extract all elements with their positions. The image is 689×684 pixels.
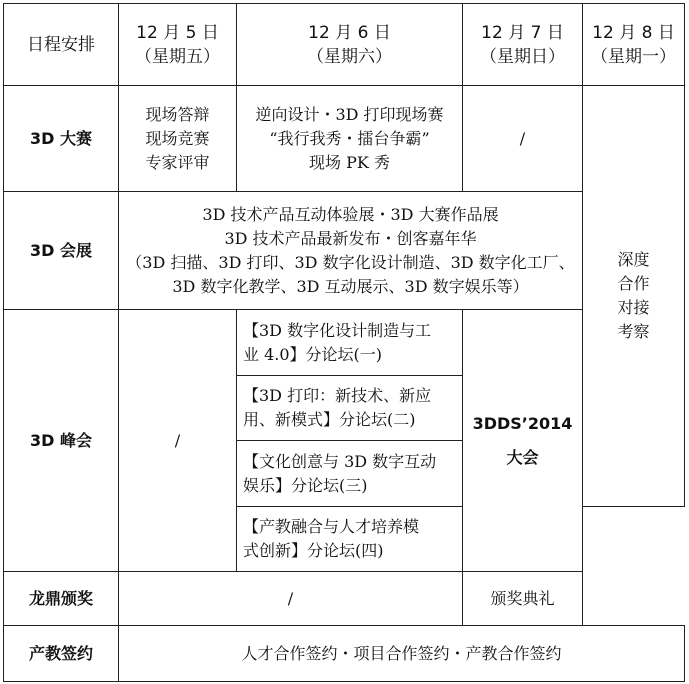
cell-line: 【文化创意与 3D 数字互动 [243,451,437,471]
cell-line: 娱乐】分论坛(三) [243,475,368,495]
cell-line: 合作 [617,274,650,293]
contest-dec7-cell [463,86,583,192]
day-header-dec7 [463,4,583,86]
header-row [4,4,685,86]
day-header-dec5 [119,4,237,86]
summit-row [4,310,685,376]
empty-slash: / [519,128,526,148]
award-row [4,572,685,626]
forum-2-cell [237,376,463,441]
cell-text: 人才合作签约・项目合作签约・产教合作签约 [241,643,562,663]
dec8-cell [583,86,685,507]
day-weekday: （星期一） [591,46,676,67]
cell-line: 3D 数字化教学、3D 互动展示、3D 数字娱乐等） [172,276,529,296]
row-label-summit [4,310,119,572]
summit-dec7-cell [463,310,583,572]
cell-line: 业 4.0】分论坛(一) [243,344,383,364]
cell-line: 用、新模式】分论坛(二) [243,410,416,429]
schedule-label-cell [4,4,119,86]
forum-1-cell [237,310,463,376]
cell-line: 现场 PK 秀 [309,152,390,172]
cell-line: 式创新】分论坛(四) [243,541,384,560]
cell-line: 逆向设计・3D 打印现场赛 [255,104,444,124]
award-dec5-6-cell [119,572,463,626]
row-label: 龙鼎颁奖 [28,588,93,608]
expo-row [4,192,685,310]
cell-line: 3D 技术产品最新发布・创客嘉年华 [224,228,477,248]
cell-line: 【3D 打印：新技术、新应 [243,386,432,405]
cell-line: 现场答辩 [145,104,210,124]
cell-line: 考察 [617,322,650,341]
day-weekday: （星期日） [480,46,565,67]
cell-line: 对接 [617,298,650,317]
award-dec7-cell [463,572,583,626]
forum-4-cell [237,507,463,572]
cell-line: 【产教融合与人才培养模 [243,517,420,536]
row-label-contest [4,86,119,192]
row-label-signing [4,626,119,682]
day-weekday: （星期五） [135,46,220,67]
day-weekday: （星期六） [307,46,392,67]
cell-line: 3DDS’2014 [472,413,573,433]
day-date: 12 月 6 日 [308,22,391,43]
row-label: 3D 峰会 [30,430,92,450]
contest-dec5-cell [119,86,237,192]
signing-content-cell [119,626,685,682]
cell-line: 深度 [617,250,650,269]
empty-slash: / [287,588,294,608]
cell-line: 专家评审 [145,152,210,172]
signing-row [4,626,685,682]
contest-row [4,86,685,192]
row-label-expo [4,192,119,310]
row-label: 产教签约 [28,643,93,663]
schedule-label: 日程安排 [27,34,95,55]
empty-slash: / [174,430,181,450]
cell-line: 3D 技术产品互动体验展・3D 大赛作品展 [202,204,499,224]
schedule-table [3,3,685,682]
cell-line: “我行我秀・擂台争霸” [269,128,430,148]
summit-dec5-cell [119,310,237,572]
day-date: 12 月 7 日 [481,22,564,43]
cell-text: 颁奖典礼 [490,588,555,608]
row-label: 3D 大赛 [30,128,92,148]
day-header-dec6 [237,4,463,86]
cell-line: 【3D 数字化设计制造与工 [243,320,432,340]
day-header-dec8 [583,4,685,86]
expo-content-cell [119,192,583,310]
day-date: 12 月 8 日 [592,22,675,43]
row-label: 3D 会展 [30,240,92,260]
cell-line: （3D 扫描、3D 打印、3D 数字化设计制造、3D 数字化工厂、 [126,252,575,272]
row-label-award [4,572,119,626]
cell-line: 大会 [506,447,539,467]
contest-dec6-cell [237,86,463,192]
day-date: 12 月 5 日 [136,22,219,43]
cell-line: 现场竞赛 [145,128,210,148]
forum-3-cell [237,441,463,507]
